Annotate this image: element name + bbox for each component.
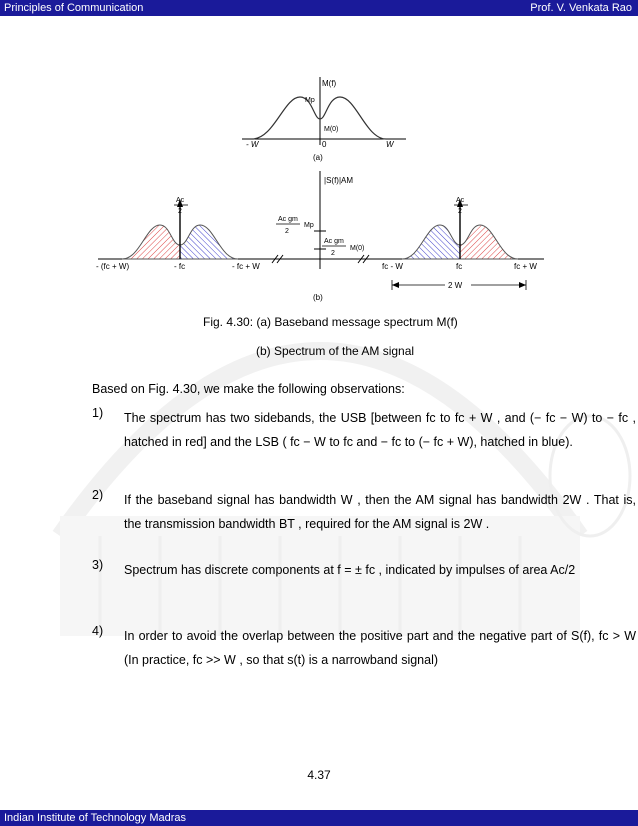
label-w: W	[386, 140, 394, 149]
label-b: (b)	[313, 293, 323, 302]
tick-fc-minus-w: fc - W	[382, 262, 403, 271]
tick-minus-fc-w: - fc + W	[232, 262, 260, 271]
item-text: Spectrum has discrete components at f = ± fc , indicated by impulses of area Ac/2	[124, 563, 576, 577]
footer-institution: Indian Institute of Technology Madras	[4, 812, 187, 824]
caption-line2: (b) Spectrum of the AM signal	[256, 344, 415, 358]
header-bar	[0, 0, 638, 16]
amp2-m0: M(0)	[350, 245, 365, 252]
amp2-num: Ac gm	[324, 238, 344, 245]
item-number: 1)	[92, 406, 104, 420]
intro-text: Based on Fig. 4.30, we make the following observations:	[92, 382, 405, 396]
tick-minus-fc-plus-w: - (fc + W)	[96, 262, 130, 271]
tick-minus-fc: - fc	[174, 262, 186, 271]
impulse-den-right: 2	[458, 208, 462, 215]
amp2-den: 2	[331, 250, 335, 257]
label-mp: Mp	[305, 97, 315, 104]
item-number: 2)	[92, 488, 104, 502]
impulse-num-left: Ac	[176, 197, 185, 204]
item-text: In order to avoid the overlap between the positive part and the negative part of S(f), fc > W (In practice, fc >> W , so that s(t) is a narrowband signal)	[124, 629, 636, 667]
label-zero: 0	[322, 140, 327, 149]
usb-positive	[460, 225, 518, 259]
header-author: Prof. V. Venkata Rao	[530, 2, 632, 14]
tick-fc: fc	[456, 262, 463, 271]
footer-bar	[0, 810, 638, 826]
label-s-am: |S(f)|AM	[324, 176, 354, 185]
item-text: The spectrum has two sidebands, the USB [between fc to fc + W , and (− fc − W) to − fc , hatched in red] and the LSB ( fc − W to fc and − fc to (− fc + W), hatched in blue).	[124, 411, 636, 449]
label-m0: M(0)	[324, 126, 339, 133]
amp-num: Ac gm	[278, 216, 298, 223]
impulse-num-right: Ac	[456, 197, 465, 204]
item-number: 3)	[92, 558, 104, 572]
impulse-den-left: 2	[178, 208, 182, 215]
lsb-positive	[402, 225, 460, 259]
label-mf: M(f)	[322, 79, 337, 88]
header-title: Principles of Communication	[4, 2, 144, 14]
item-text: If the baseband signal has bandwidth W , then the AM signal has bandwidth 2W . That is, the transmission bandwidth BT , required for the AM signal is 2W .	[124, 493, 636, 531]
lsb-negative	[180, 225, 238, 259]
spectrum-diagram	[94, 75, 546, 305]
message-spectrum	[252, 97, 386, 139]
label-minus-w: - W	[246, 140, 259, 149]
amp-den: 2	[285, 228, 289, 235]
item-number: 4)	[92, 624, 104, 638]
label-a: (a)	[313, 153, 323, 162]
tick-fc-plus-w: fc + W	[514, 262, 537, 271]
caption-line1: Fig. 4.30: (a) Baseband message spectrum M(f)	[203, 315, 458, 329]
usb-negative	[122, 225, 180, 259]
amp-mp: Mp	[304, 222, 314, 229]
figure-b	[96, 171, 544, 302]
figure-4-30	[94, 75, 546, 305]
page-number: 4.37	[307, 768, 331, 782]
label-2w: 2 W	[448, 281, 463, 290]
figure-a	[242, 77, 406, 162]
